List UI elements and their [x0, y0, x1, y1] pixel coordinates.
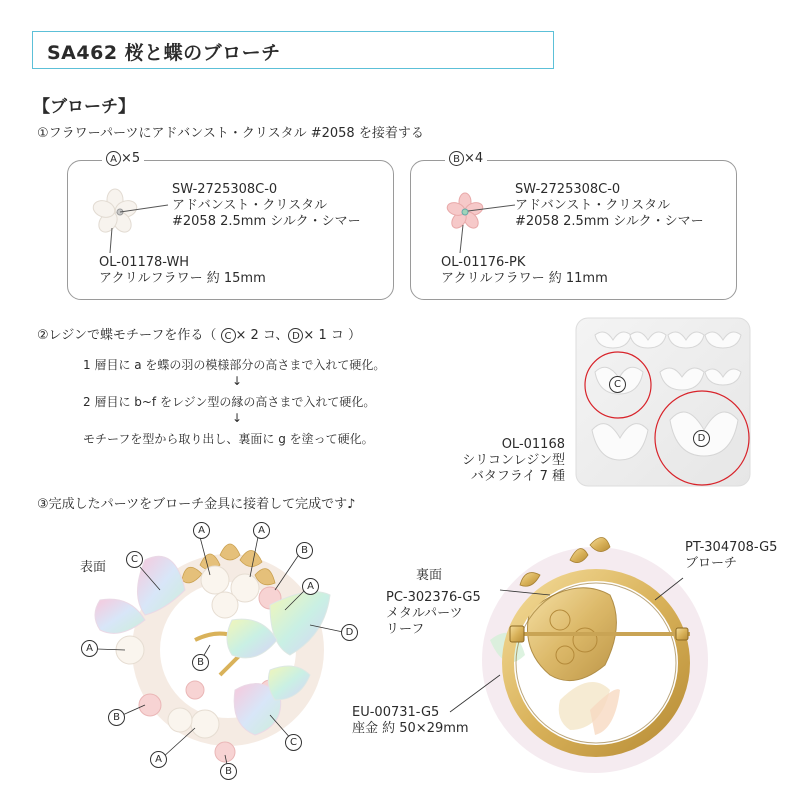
leaf-name: メタルパーツ — [386, 606, 463, 621]
step2-arrow-2: ↓ — [232, 411, 243, 425]
front-badge-4: C — [126, 551, 143, 568]
step3-text: ③完成したパーツをブローチ金具に接着して完成です♪ — [37, 497, 356, 512]
front-badge-7: A — [81, 640, 98, 657]
step2-pre: ②レジンで蝶モチーフを作る（ — [37, 328, 221, 343]
front-label: 表面 — [80, 560, 107, 575]
front-badge-8: B — [192, 654, 209, 671]
box-b-crystal-size: #2058 2.5mm シルク・シマー — [515, 214, 704, 229]
step2-arrow-1: ↓ — [232, 374, 243, 388]
mold-code: OL-01168 — [501, 437, 565, 452]
box-a-part-code: OL-01178-WH — [99, 255, 190, 270]
front-badge-2: A — [253, 522, 270, 539]
box-a-crystal-code: SW-2725308C-0 — [172, 182, 278, 197]
brooch-code: PT-304708-G5 — [685, 540, 778, 555]
front-badge-1: A — [193, 522, 210, 539]
box-b-crystal-name: アドバンスト・クリスタル — [515, 198, 671, 213]
back-label: 裏面 — [416, 568, 443, 583]
mold-type: バタフライ 7 種 — [470, 469, 565, 484]
mold-badge-c: C — [609, 376, 626, 393]
leaf-type: リーフ — [386, 622, 425, 637]
brooch-name: ブローチ — [685, 556, 738, 571]
badge-a: A — [106, 151, 121, 166]
step1-text: ①フラワーパーツにアドバンスト・クリスタル #2058 を接着する — [37, 126, 424, 141]
leaf-label — [386, 590, 481, 638]
badge-c: C — [221, 328, 236, 343]
step2-line-3: モチーフを型から取り出し、裏面に g を塗って硬化。 — [83, 432, 374, 446]
badge-d: D — [288, 328, 303, 343]
page-title: SA462 桜と蝶のブローチ — [47, 42, 281, 64]
front-badge-11: A — [150, 751, 167, 768]
front-badge-12: B — [220, 763, 237, 780]
front-badge-9: B — [108, 709, 125, 726]
badge-b: B — [449, 151, 464, 166]
box-a-crystal-size: #2058 2.5mm シルク・シマー — [172, 214, 361, 229]
mold-name: シリコンレジン型 — [462, 453, 565, 468]
box-a-crystal-name: アドバンスト・クリスタル — [172, 198, 328, 213]
box-b-crystal-code: SW-2725308C-0 — [515, 182, 621, 197]
leaf-code: PC-302376-G5 — [386, 590, 481, 605]
section-heading: 【ブローチ】 — [33, 97, 135, 117]
box-b-part-code: OL-01176-PK — [441, 255, 526, 270]
box-a-count: ×5 — [121, 151, 141, 166]
step2-d-count: × 1 コ ） — [303, 328, 361, 343]
base-name: 座金 約 50×29mm — [352, 721, 469, 736]
box-b-count: ×4 — [464, 151, 484, 166]
box-a-part-name: アクリルフラワー 約 15mm — [99, 271, 266, 286]
step2-line-2: 2 層目に b~f をレジン型の縁の高さまで入れて硬化。 — [83, 395, 376, 409]
front-badge-10: C — [285, 734, 302, 751]
brooch-label — [685, 540, 777, 572]
front-badge-3: B — [296, 542, 313, 559]
step2-line-1: 1 層目に a を蝶の羽の模様部分の高さまで入れて硬化。 — [83, 358, 386, 372]
front-badge-5: A — [302, 578, 319, 595]
front-badge-6: D — [341, 624, 358, 641]
box-b-part-name: アクリルフラワー 約 11mm — [441, 271, 608, 286]
mold-badge-d: D — [693, 430, 710, 447]
base-label — [352, 705, 469, 737]
base-code: EU-00731-G5 — [352, 705, 440, 720]
step2-c-count: × 2 コ、 — [235, 328, 289, 343]
